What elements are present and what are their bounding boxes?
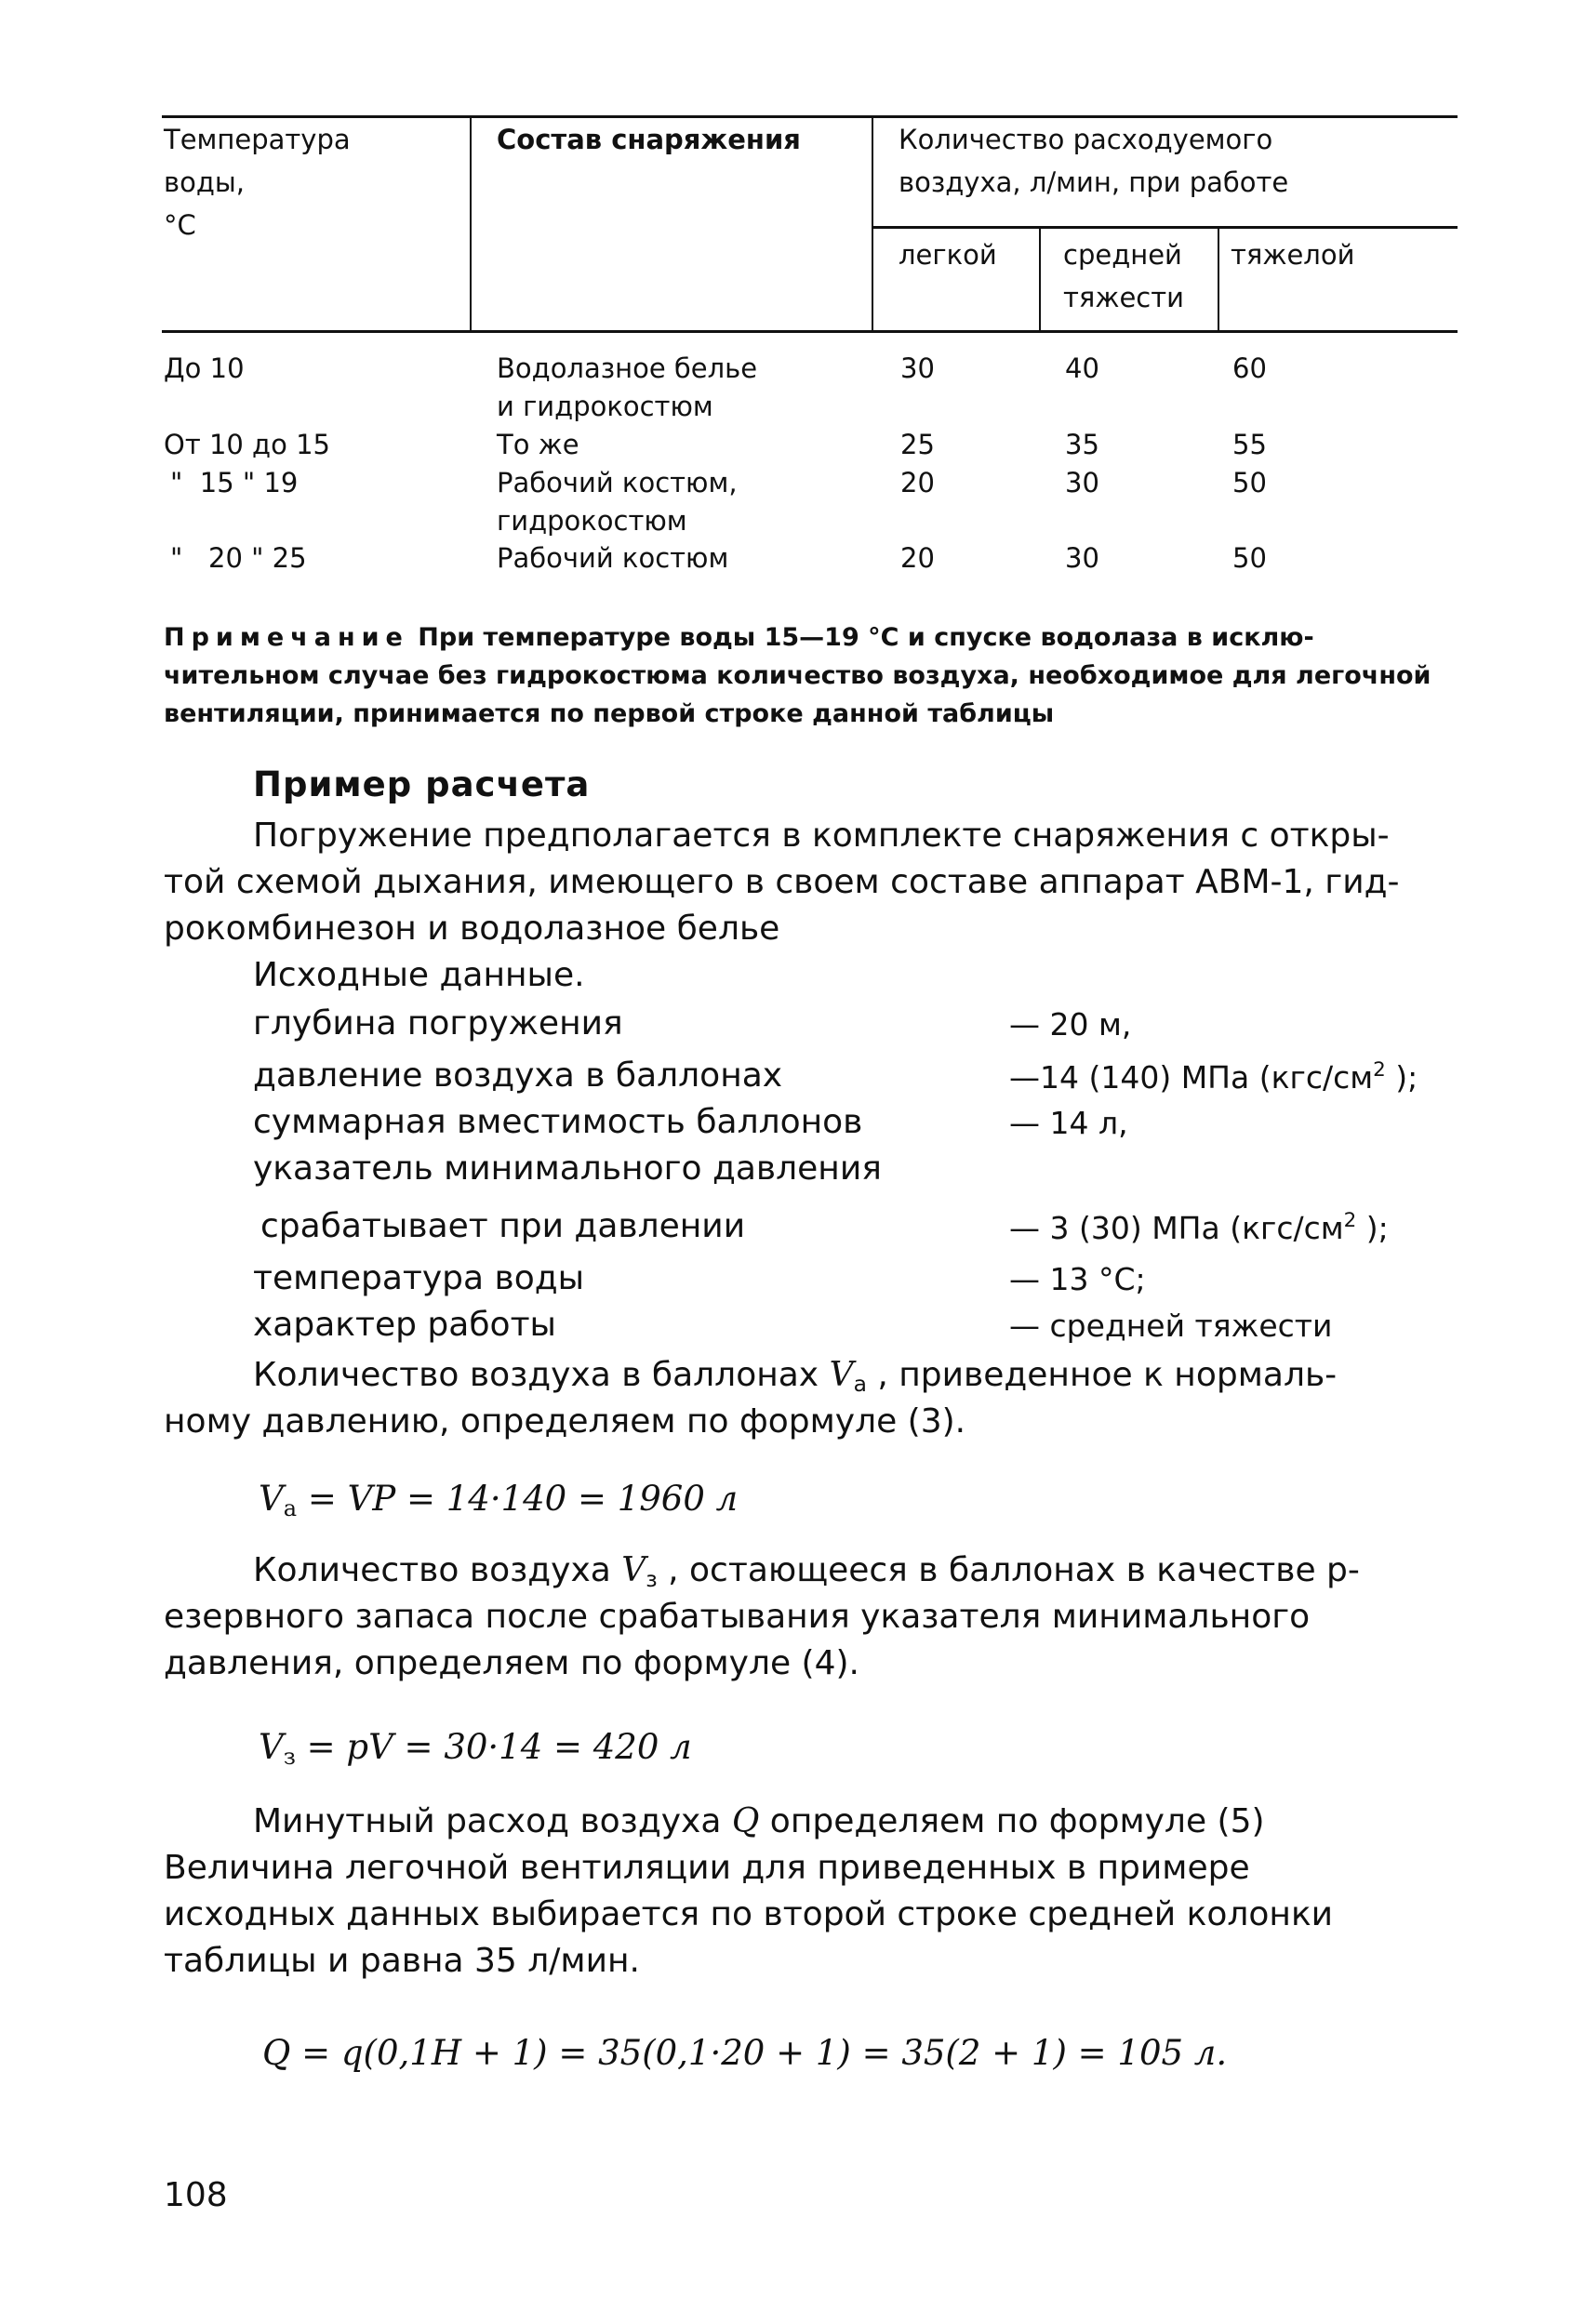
- formula-vz: $V_з$ = pV = 30·14 = 420 л: [259, 1727, 692, 1770]
- table-cell-light: 25: [900, 429, 935, 460]
- source-item-label: температура воды: [253, 1259, 585, 1297]
- source-item-value: — 13 °С;: [1009, 1261, 1146, 1297]
- table-header-bottom-rule: [162, 330, 1458, 333]
- source-item-label: давление воздуха в баллонах: [253, 1056, 783, 1095]
- source-item-label: указатель минимального давления: [253, 1149, 882, 1188]
- source-item-value: — 14 л,: [1009, 1105, 1128, 1141]
- header-equipment: Состав снаряжения: [497, 124, 801, 155]
- table-cell-equipment: То же: [497, 429, 579, 460]
- table-cell-light: 30: [900, 352, 935, 384]
- calc-paragraph: езервного запаса после срабатывания указателя минимального давления, определяем по формуле (4).: [164, 1598, 1311, 1682]
- source-item-value: — 20 м,: [1009, 1006, 1132, 1042]
- table-cell-heavy: 55: [1232, 429, 1267, 460]
- source-item-label: глубина погружения: [253, 1004, 623, 1042]
- table-cell-medium: 30: [1065, 542, 1099, 574]
- calc-paragraph: Величина легочной вентиляции для приведенных в примере исходных данных выбирается по второй строке средней колонки таблицы и равна 35 л/мин.: [164, 1849, 1334, 1980]
- table-cell-temp: " 20 " 25: [170, 542, 307, 574]
- table-col-divider: [470, 115, 472, 332]
- source-item-label: суммарная вместимость баллонов: [253, 1103, 863, 1141]
- table-cell-equipment: Рабочий костюм: [497, 542, 729, 574]
- section-heading: Пример расчета: [253, 764, 591, 804]
- header-heavy: тяжелой: [1231, 239, 1355, 271]
- header-light: легкой: [899, 239, 997, 271]
- table-cell-equipment: Водолазное белье и гидрокостюм: [497, 352, 758, 422]
- table-note: [164, 618, 1452, 733]
- formula-va: $V_a$ = VP = 14·140 = 1960 л: [259, 1479, 739, 1521]
- table-cell-light: 20: [900, 542, 935, 574]
- table-cell-medium: 30: [1065, 467, 1099, 498]
- source-item-value: —14 (140) МПа ($кгс/см^2$ );: [1009, 1058, 1418, 1096]
- header-air-amount: Количество расходуемого воздуха, л/мин, при работе: [899, 124, 1289, 198]
- table-cell-equipment: Рабочий костюм, гидрокостюм: [497, 467, 738, 537]
- calc-paragraph: Количество воздуха $V_з$ , остающееся в баллонах в качестве р-: [253, 1551, 1360, 1592]
- note-text: вентиляции, принимается по первой строке данной таблицы: [164, 699, 1055, 728]
- table-cell-light: 20: [900, 467, 935, 498]
- header-medium: средней тяжести: [1063, 239, 1184, 313]
- table-subheader-rule: [872, 226, 1458, 229]
- table-cell-temp: От 10 до 15: [164, 429, 330, 460]
- table-cell-heavy: 50: [1232, 542, 1267, 574]
- header-temperature: Температура воды, °С: [164, 124, 351, 241]
- table-cell-medium: 40: [1065, 352, 1099, 384]
- source-item-value: — средней тяжести: [1009, 1308, 1333, 1344]
- intro-paragraph: Погружение предполагается в комплекте снаряжения с откры-: [253, 817, 1390, 855]
- table-cell-medium: 35: [1065, 429, 1099, 460]
- table-cell-temp: До 10: [164, 352, 245, 384]
- source-item-label: характер работы: [253, 1306, 556, 1344]
- note-text: При температуре воды 15—19 °С и спуске водолаза в исклю-: [418, 623, 1314, 652]
- intro-paragraph: той схемой дыхания, имеющего в своем составе аппарат АВМ-1, гид- рокомбинезон и водолазное белье: [164, 863, 1400, 948]
- page-number: 108: [164, 2176, 228, 2214]
- table-col-divider: [872, 115, 873, 332]
- source-item-value: — 3 (30) МПа ($кгс/см^2$ );: [1009, 1209, 1389, 1246]
- calc-paragraph: Количество воздуха в баллонах $V_a$ , приведенное к нормаль-: [253, 1356, 1338, 1397]
- note-text: чительном случае без гидрокостюма количество воздуха, необходимое для легочной: [164, 661, 1431, 690]
- table-col-divider: [1218, 226, 1219, 332]
- table-col-divider: [1039, 226, 1041, 332]
- table-cell-heavy: 50: [1232, 467, 1267, 498]
- source-data-label: Исходные данные.: [253, 956, 585, 994]
- table-cell-heavy: 60: [1232, 352, 1267, 384]
- calc-paragraph: ному давлению, определяем по формуле (3).: [164, 1402, 966, 1441]
- source-item-label: срабатывает при давлении: [260, 1207, 746, 1245]
- formula-q: Q = q(0,1H + 1) = 35(0,1·20 + 1) = 35(2 + 1) = 105 л.: [262, 2033, 1228, 2073]
- note-label: Примечание: [164, 623, 409, 652]
- table-cell-temp: " 15 " 19: [170, 467, 299, 498]
- calc-paragraph: Минутный расход воздуха Q определяем по формуле (5): [253, 1802, 1265, 1840]
